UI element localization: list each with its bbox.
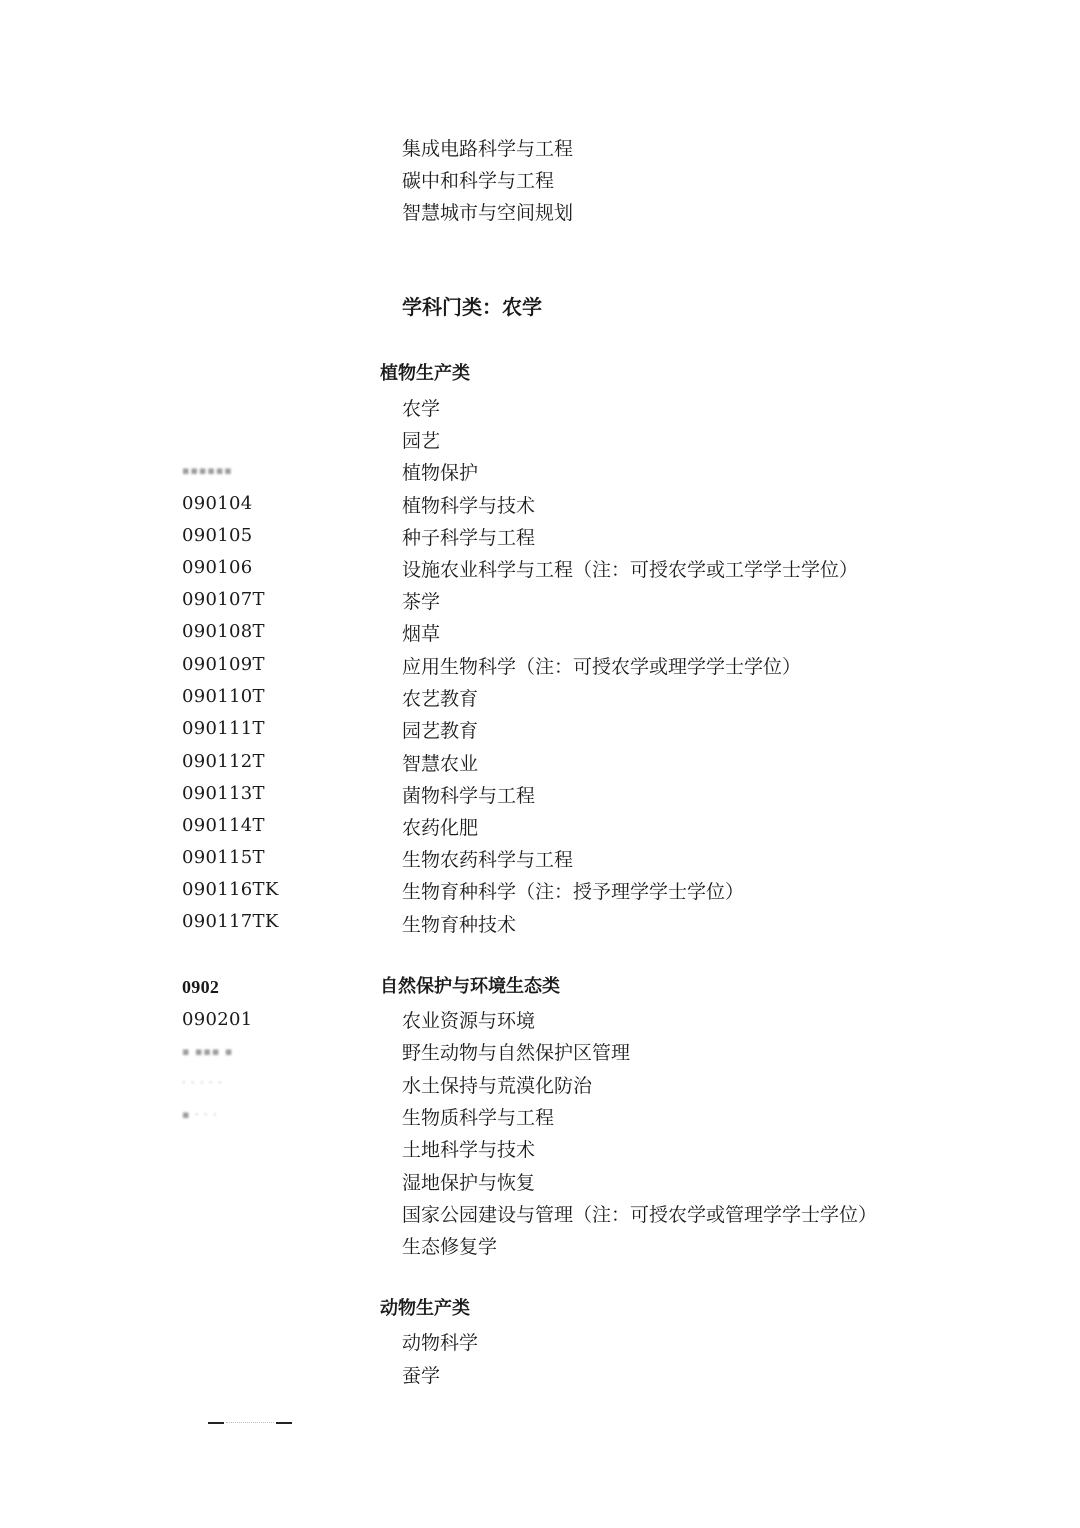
major-name: 生物农药科学与工程 xyxy=(402,849,574,871)
major-code: 090109T xyxy=(182,654,265,675)
major-name: 生物育种技术 xyxy=(402,914,517,936)
footer-dash-left xyxy=(208,1422,224,1424)
major-code: 090201 xyxy=(182,1009,253,1030)
major-name: 生物质科学与工程 xyxy=(402,1107,555,1129)
major-code: 090115T xyxy=(182,847,265,868)
major-code: 090107T xyxy=(182,589,265,610)
major-code: 090106 xyxy=(182,557,253,578)
illegible-code-smudge: ▪ · · · xyxy=(182,1108,218,1121)
major-name: 生态修复学 xyxy=(402,1236,498,1258)
major-name: 野生动物与自然保护区管理 xyxy=(402,1042,631,1064)
major-name: 菌物科学与工程 xyxy=(402,785,536,807)
major-code: 090110T xyxy=(182,686,265,707)
major-name: 土地科学与技术 xyxy=(402,1139,536,1161)
major-name: 农艺教育 xyxy=(402,688,479,710)
major-name: 园艺 xyxy=(402,430,441,452)
major-name: 种子科学与工程 xyxy=(402,527,536,549)
major-name: 设施农业科学与工程（注：可授农学或工学学士学位） xyxy=(402,559,859,581)
major-name: 农业资源与环境 xyxy=(402,1010,536,1032)
page-footer-mark xyxy=(208,1421,292,1425)
major-code: 090117TK xyxy=(182,911,279,932)
major-name: 植物科学与技术 xyxy=(402,495,536,517)
category-title: 动物生产类 xyxy=(380,1298,470,1319)
major-name: 园艺教育 xyxy=(402,720,479,742)
major-name: 植物保护 xyxy=(402,462,479,484)
category-title: 植物生产类 xyxy=(380,363,470,384)
major-name: 农学 xyxy=(402,398,441,420)
major-name: 智慧农业 xyxy=(402,753,479,775)
category-title: 自然保护与环境生态类 xyxy=(380,976,560,997)
major-code: 090104 xyxy=(182,493,253,514)
major-name: 智慧城市与空间规划 xyxy=(402,202,574,224)
major-code: 090111T xyxy=(182,718,265,739)
discipline-heading: 学科门类：农学 xyxy=(402,295,542,319)
major-name: 生物育种科学（注：授予理学学士学位） xyxy=(402,881,745,903)
major-code: 090105 xyxy=(182,525,253,546)
major-name: 茶学 xyxy=(402,591,441,613)
major-name: 动物科学 xyxy=(402,1332,479,1354)
major-code: 090114T xyxy=(182,815,265,836)
major-name: 湿地保护与恢复 xyxy=(402,1172,536,1194)
major-name: 水土保持与荒漠化防治 xyxy=(402,1075,593,1097)
major-code: 090113T xyxy=(182,783,265,804)
major-code: 090112T xyxy=(182,751,265,772)
illegible-code-smudge: ▪ ▪▪▪ ▪ xyxy=(182,1045,234,1058)
major-code: 090108T xyxy=(182,621,265,642)
category-code: 0902 xyxy=(182,977,220,997)
major-name: 国家公园建设与管理（注：可授农学或管理学学士学位） xyxy=(402,1204,878,1226)
major-name: 碳中和科学与工程 xyxy=(402,170,555,192)
major-name: 农药化肥 xyxy=(402,817,479,839)
footer-dots xyxy=(226,1422,274,1424)
major-code: 090116TK xyxy=(182,879,279,900)
major-name: 蚕学 xyxy=(402,1365,441,1387)
major-name: 烟草 xyxy=(402,623,441,645)
major-name: 应用生物科学（注：可授农学或理学学士学位） xyxy=(402,656,802,678)
major-name: 集成电路科学与工程 xyxy=(402,138,574,160)
footer-dash-right xyxy=(276,1422,292,1424)
illegible-code-smudge: ▪▪▪▪▪▪ xyxy=(182,464,233,477)
illegible-code-smudge: · · · · · xyxy=(182,1076,223,1089)
